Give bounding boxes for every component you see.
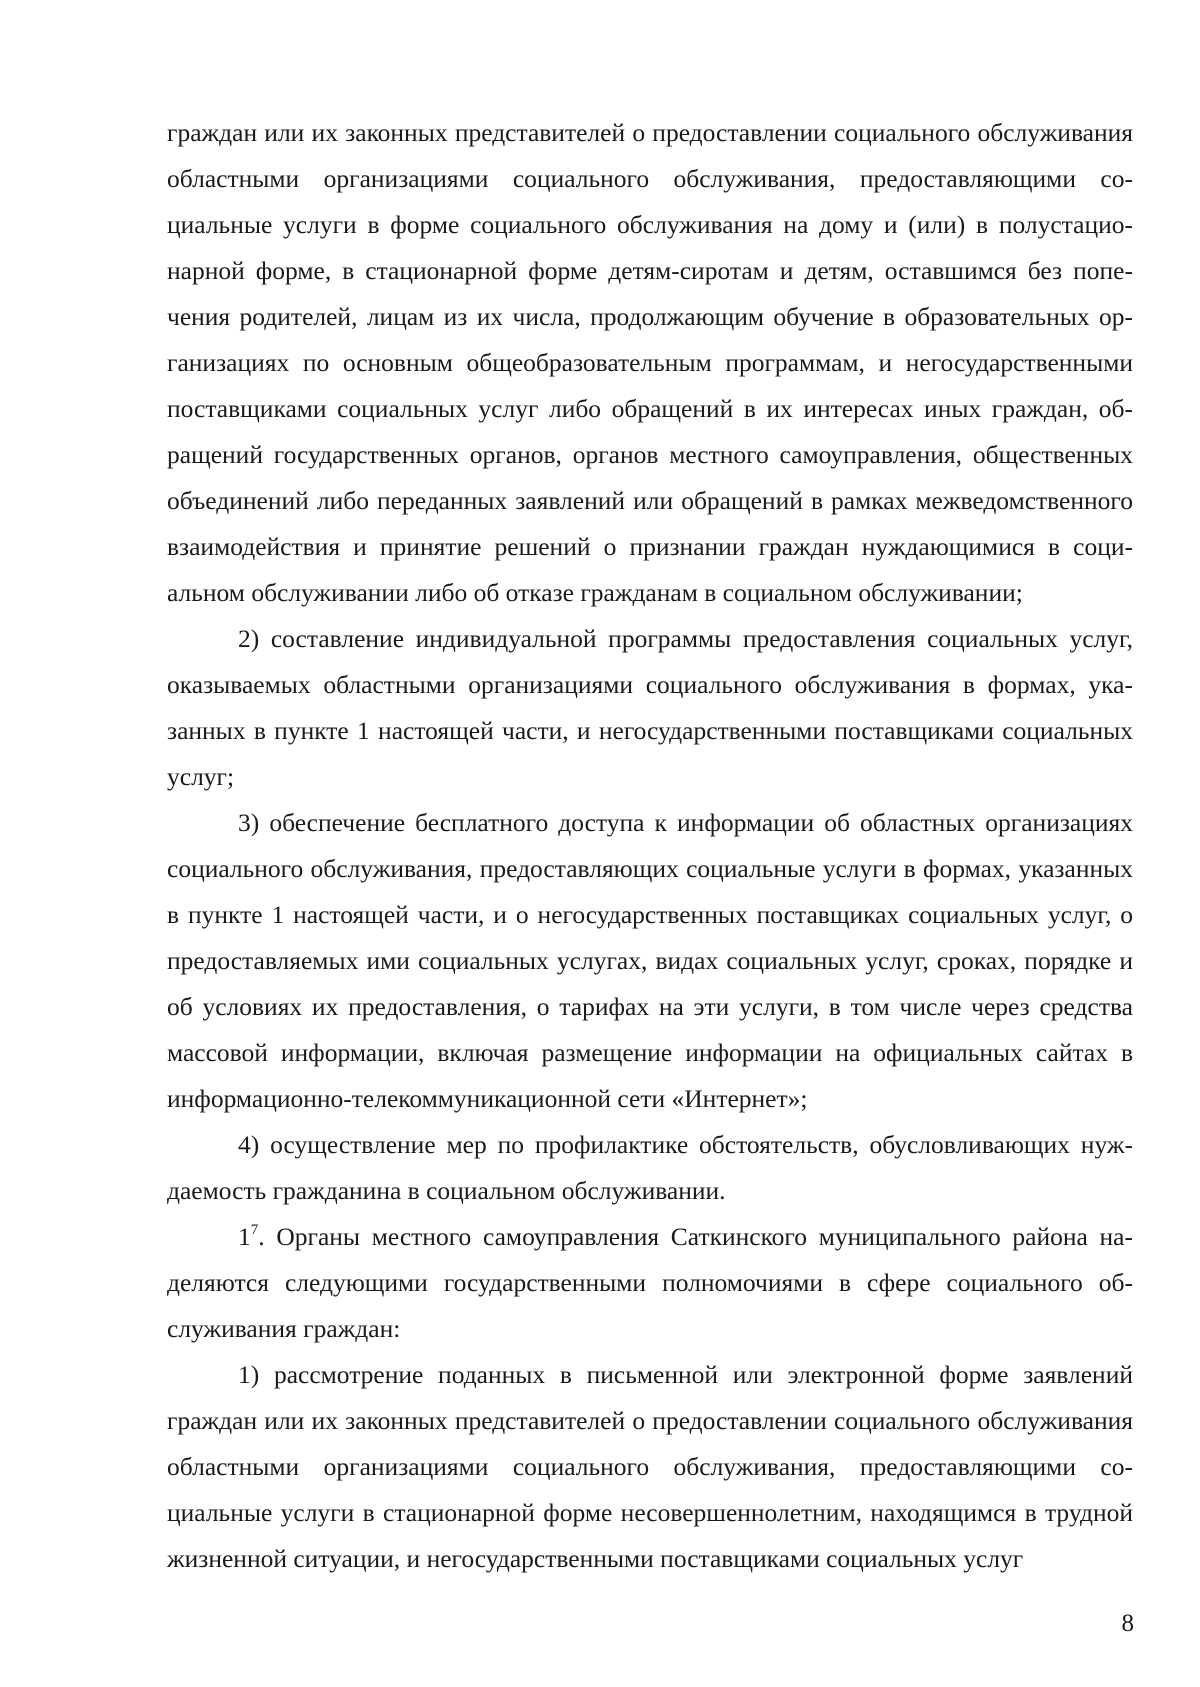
paragraph-item-4: 4) осуществление мер по профилактике обстоятельств, обусловливающих нуждаемость гражданина в социальном обслуживании. [167, 1130, 1133, 1205]
paragraph-item-2: 2) составление индивидуальной программы предоставления социальных услуг, оказываемых областными организациями социального обслуживания в формах, указанных в пункте 1 настоящей части, и негосударственными поставщиками социальных услуг; [167, 624, 1133, 791]
paragraph-item-3: 3) обеспечение бесплатного доступа к информации об областных организациях социального обслуживания, предоставляющих социальные услуги в формах, указанных в пункте 1 настоящей части, и о негосударственных поставщиках социальных услуг, о предоставляемых ими социальных услугах, видах социальных услуг, сроках, порядке и об условиях их предоставления, о тарифах на эти услуги, в том числе через средства массовой информации, включая размещение информации на официальных сайтах в информационно-телекоммуникационной сети «Интернет»; [167, 808, 1133, 1113]
section-number: 1 [238, 1222, 251, 1251]
section-superscript: 7 [250, 1221, 259, 1238]
document-body [167, 110, 1133, 1582]
paragraph-1-continuation: граждан или их законных представителей о предоставлении социального обслуживания областными организациями социального обслуживания, предоставляющими социальные услуги в форме социального обслуживания на дому и (или) в полустационарной форме, в стационарной форме детям-сиротам и детям, оставшимся без попечения родителей, лицам из их числа, продолжающим обучение в образовательных организациях по основным общеобразовательным программам, и негосударственными поставщиками социальных услуг либо обращений в их интересах иных граждан, обращений государственных органов, органов местного самоуправления, общественных объединений либо переданных заявлений или обращений в рамках межведомственного взаимодействия и принятие решений о признании граждан нуждающимися в социальном обслуживании либо об отказе гражданам в социальном обслуживании; [167, 118, 1133, 607]
section-text: . Органы местного самоуправления Саткинского муниципального района наделяются следующими государственными полномочиями в сфере социального обслуживания граждан: [167, 1222, 1133, 1343]
paragraph-item-1-subsection: 1) рассмотрение поданных в письменной или электронной форме заявлений граждан или их законных представителей о предоставлении социального обслуживания областными организациями социального обслуживания, предоставляющими социальные услуги в стационарной форме несовершеннолетним, находящимся в трудной жизненной ситуации, и негосударственными поставщиками социальных услуг [167, 1360, 1133, 1573]
paragraph-section-1-7 [167, 1214, 1133, 1352]
page-number: 8 [1121, 1610, 1134, 1637]
